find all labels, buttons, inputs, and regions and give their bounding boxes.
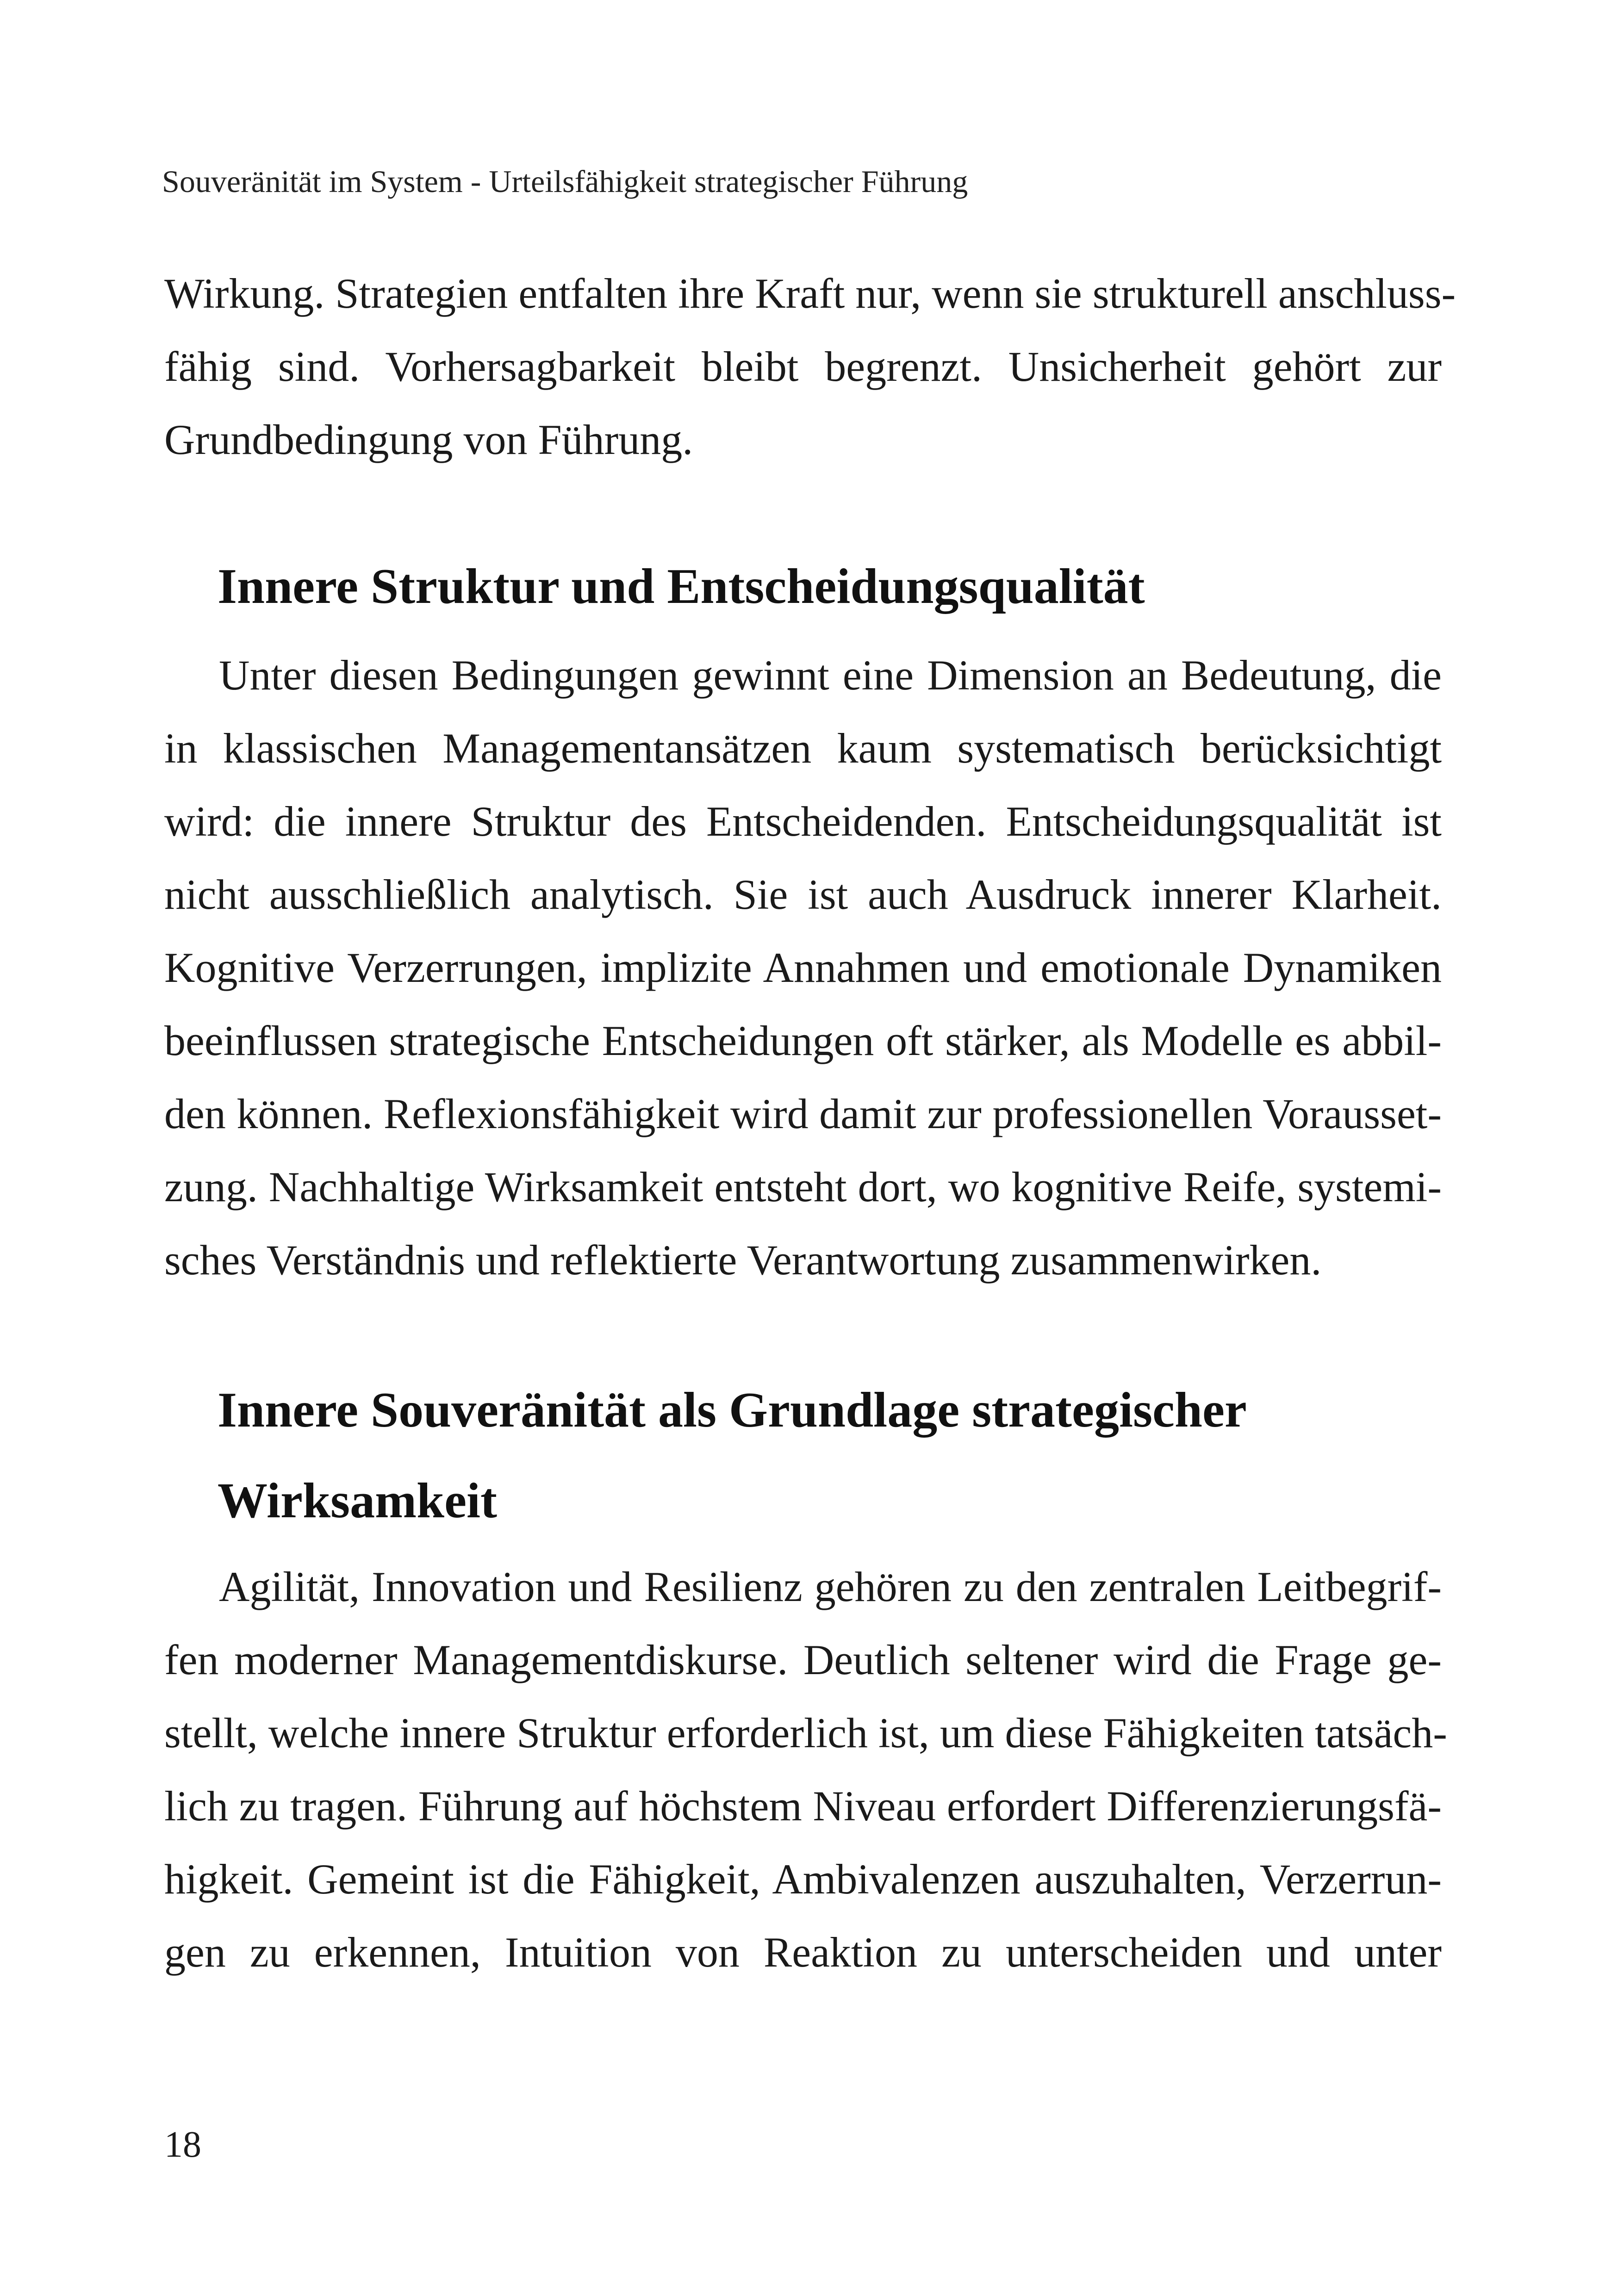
continuation-paragraph — [164, 257, 1456, 476]
text-line: beeinflussen strategische Entscheidungen oft stärker, als Modelle es abbil- — [164, 1017, 1442, 1064]
text-line: Unter diesen Bedingungen gewinnt eine Dimension an Bedeutung, die — [219, 652, 1442, 699]
text-line: Agilität, Innovation und Resilienz gehören zu den zentralen Leitbegrif- — [219, 1563, 1442, 1610]
heading-line: Wirksamkeit — [218, 1473, 498, 1528]
section-paragraph — [164, 1550, 1447, 1989]
text-line: nicht ausschließlich analytisch. Sie ist auch Ausdruck innerer Klarheit. — [164, 871, 1442, 918]
text-line: Kognitive Verzerrungen, implizite Annahmen und emotionale Dynamiken — [164, 944, 1442, 991]
text-line: zung. Nachhaltige Wirksamkeit entsteht dort, wo kognitive Reife, systemi- — [164, 1163, 1442, 1210]
text-line: Grundbedingung von Führung. — [164, 416, 693, 463]
section-paragraph — [164, 639, 1442, 1297]
text-line: higkeit. Gemeint ist die Fähigkeit, Ambivalenzen auszuhalten, Verzerrun- — [164, 1855, 1442, 1903]
text-line: wird: die innere Struktur des Entscheidenden. Entscheidungsqualität ist — [164, 798, 1442, 845]
text-line: gen zu erkennen, Intuition von Reaktion zu unterscheiden und unter — [164, 1929, 1442, 1976]
text-line: stellt, welche innere Struktur erforderlich ist, um diese Fähigkeiten tatsäch- — [164, 1709, 1447, 1756]
section-heading — [218, 1365, 1467, 1546]
section-heading: Innere Struktur und Entscheidungsqualität — [218, 559, 1145, 614]
page-number: 18 — [164, 2124, 201, 2165]
text-line: in klassischen Managementansätzen kaum systematisch berücksichtigt — [164, 725, 1442, 772]
running-header: Souveränität im System - Urteilsfähigkeit strategischer Führung — [162, 164, 968, 199]
text-line: sches Verständnis und reflektierte Verantwortung zusammenwirken. — [164, 1236, 1322, 1284]
text-line: fen moderner Managementdiskurse. Deutlich seltener wird die Frage ge- — [164, 1636, 1442, 1683]
text-line: den können. Reflexionsfähigkeit wird damit zur professionellen Vorausset- — [164, 1090, 1442, 1137]
heading-line: Innere Souveränität als Grundlage strategischer — [218, 1383, 1247, 1438]
text-line: fähig sind. Vorhersagbarkeit bleibt begrenzt. Unsicherheit gehört zur — [164, 343, 1442, 390]
text-line: Wirkung. Strategien entfalten ihre Kraft nur, wenn sie strukturell anschluss- — [164, 270, 1456, 317]
text-line: lich zu tragen. Führung auf höchstem Niveau erfordert Differenzierungsfä- — [164, 1782, 1442, 1830]
